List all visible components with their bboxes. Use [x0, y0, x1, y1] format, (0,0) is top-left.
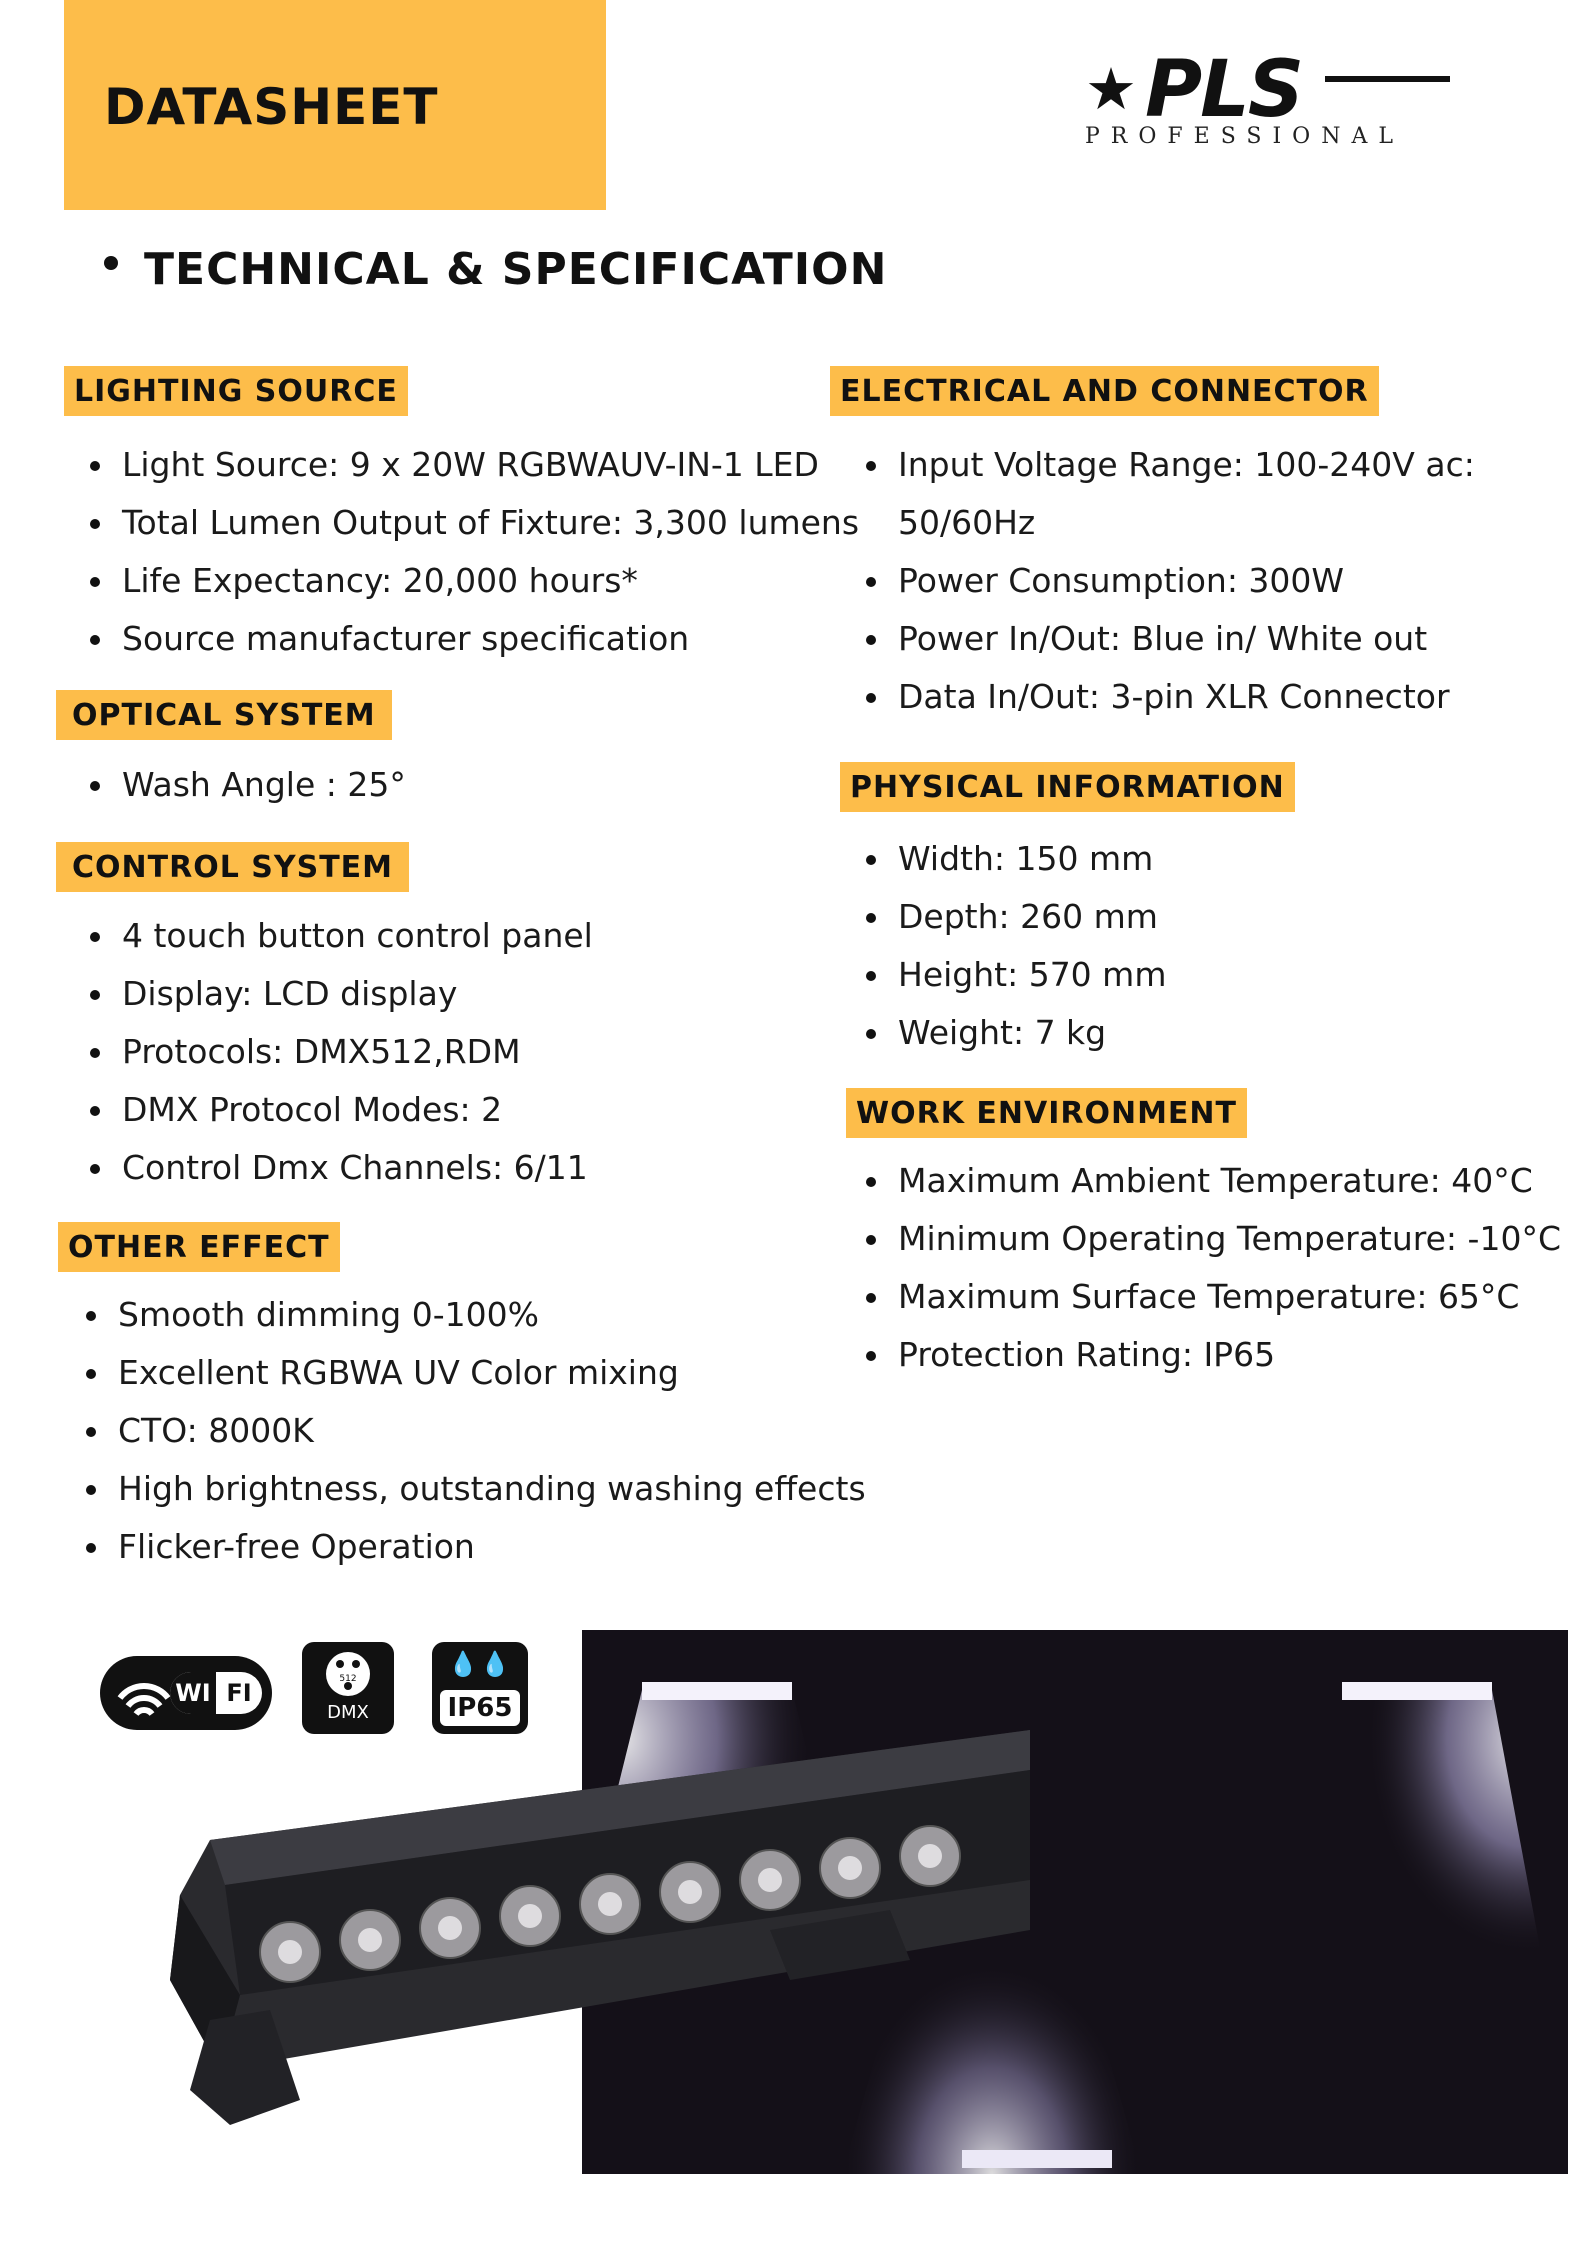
section-electrical: ELECTRICAL AND CONNECTOR	[830, 366, 1379, 416]
main-heading: TECHNICAL & SPECIFICATION	[144, 244, 888, 295]
wifi-label-left: WI	[170, 1672, 216, 1714]
wifi-icon	[114, 1668, 174, 1728]
electrical-list	[866, 436, 1475, 726]
list-item: Input Voltage Range: 100-240V ac:	[866, 436, 1475, 494]
list-item: 4 touch button control panel	[90, 907, 593, 965]
list-item-continued: 50/60Hz	[898, 503, 1036, 542]
list-item: DMX Protocol Modes: 2	[90, 1081, 593, 1139]
dmx-label: DMX	[327, 1702, 369, 1723]
list-item: Source manufacturer specification	[90, 610, 859, 668]
list-item: Control Dmx Channels: 6/11	[90, 1139, 593, 1197]
list-item: Minimum Operating Temperature: -10°C	[866, 1210, 1561, 1268]
list-item: Maximum Surface Temperature: 65°C	[866, 1268, 1561, 1326]
list-item: CTO: 8000K	[86, 1402, 866, 1460]
dmx-number: 512	[339, 1674, 357, 1684]
logo-subtitle: PROFESSIONAL	[1085, 124, 1404, 149]
section-work-environment: WORK ENVIRONMENT	[846, 1088, 1247, 1138]
list-item: Smooth dimming 0-100%	[86, 1286, 866, 1344]
list-item: Protection Rating: IP65	[866, 1326, 1561, 1384]
section-control-system: CONTROL SYSTEM	[56, 842, 409, 892]
work-environment-list	[866, 1152, 1561, 1384]
list-item: Data In/Out: 3-pin XLR Connector	[866, 668, 1475, 726]
section-optical-system: OPTICAL SYSTEM	[56, 690, 392, 740]
page-title: DATASHEET	[104, 78, 439, 136]
wifi-badge	[100, 1656, 272, 1730]
list-item: High brightness, outstanding washing effects	[86, 1460, 866, 1518]
star-icon: ★	[1085, 55, 1137, 123]
logo-line	[1325, 76, 1450, 82]
heading-bullet-icon	[104, 256, 118, 270]
list-item: Weight: 7 kg	[866, 1004, 1166, 1062]
list-item: Life Expectancy: 20,000 hours*	[90, 552, 859, 610]
list-item: Excellent RGBWA UV Color mixing	[86, 1344, 866, 1402]
list-item: Height: 570 mm	[866, 946, 1166, 1004]
section-physical: PHYSICAL INFORMATION	[840, 762, 1295, 812]
section-other-effect: OTHER EFFECT	[58, 1222, 340, 1272]
physical-list	[866, 830, 1166, 1062]
other-effect-list	[86, 1286, 866, 1576]
fixture-product-image	[150, 1730, 1030, 2130]
list-item: Display: LCD display	[90, 965, 593, 1023]
xlr-connector-icon	[326, 1652, 370, 1696]
list-item: Maximum Ambient Temperature: 40°C	[866, 1152, 1561, 1210]
section-lighting-source: LIGHTING SOURCE	[64, 366, 408, 416]
list-item: Light Source: 9 x 20W RGBWAUV-IN-1 LED	[90, 436, 859, 494]
logo-wordmark: PLS	[1145, 45, 1303, 135]
ip65-badge	[432, 1642, 528, 1734]
list-item: Power In/Out: Blue in/ White out	[866, 610, 1475, 668]
optical-system-list	[90, 756, 406, 814]
water-drops-icon: 💧💧	[448, 1650, 512, 1678]
list-item: Power Consumption: 300W	[866, 552, 1475, 610]
wifi-label-right: FI	[226, 1679, 252, 1707]
wifi-pill	[170, 1672, 262, 1714]
brand-logo	[1085, 45, 1460, 155]
list-item: Flicker-free Operation	[86, 1518, 866, 1576]
list-item: Protocols: DMX512,RDM	[90, 1023, 593, 1081]
list-item: Width: 150 mm	[866, 830, 1166, 888]
list-item: Depth: 260 mm	[866, 888, 1166, 946]
lighting-source-list	[90, 436, 859, 668]
dmx-badge	[302, 1642, 394, 1734]
list-item: Total Lumen Output of Fixture: 3,300 lumens	[90, 494, 859, 552]
ip65-label: IP65	[440, 1690, 520, 1726]
list-item: Wash Angle : 25°	[90, 756, 406, 814]
control-system-list	[90, 907, 593, 1197]
